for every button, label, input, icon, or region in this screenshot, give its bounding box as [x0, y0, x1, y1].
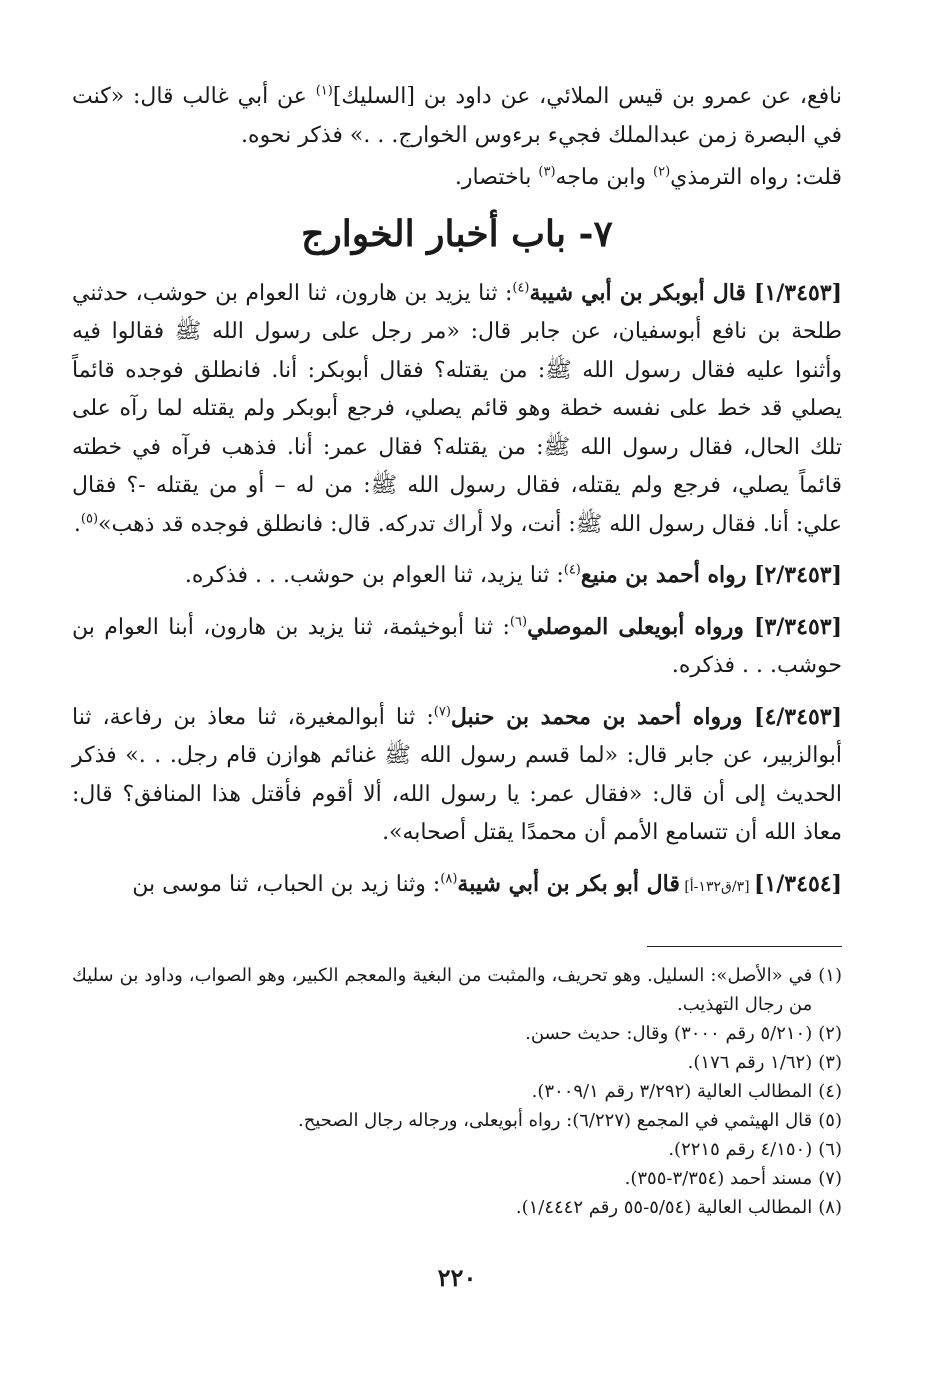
footnote — [72, 1019, 842, 1048]
entry-source: ورواه أبويعلى الموصلي — [527, 613, 755, 640]
footnote-ref: (٦) — [509, 614, 528, 630]
footnote-number: (٢) — [818, 1023, 842, 1044]
footnote-ref: (٤) — [563, 562, 581, 578]
book-page — [72, 78, 842, 1375]
footnote-text: قال الهيثمي في المجمع (٦/٢٢٧): رواه أبويعلى، ورجاله رجال الصحيح. — [297, 1110, 813, 1131]
footnote-text: المطالب العالية (٥/٥٤-٥٥ رقم ١/٤٤٤٢). — [515, 1197, 813, 1218]
chapter-heading: ٧- باب أخبار الخوارج — [301, 212, 613, 255]
footnote-divider — [647, 946, 842, 947]
manuscript-code: [٣/ق١٣٢-أ] — [679, 878, 755, 895]
footnote — [72, 961, 842, 1019]
footnote — [72, 1106, 842, 1135]
hadith-entry — [72, 698, 842, 853]
footnote-ref: (٢) — [653, 164, 671, 180]
intro-text: نافع، عن عمرو بن قيس الملائي، عن داود بن [السليك] — [332, 84, 843, 109]
note-text: وابن ماجه — [555, 165, 654, 190]
footnote-text: في «الأصل»: السليل. وهو تحريف، والمثبت من البغية والمعجم الكبير، وهو الصواب، وداود بن سليك من رجال التهذيب. — [72, 965, 813, 1015]
footnote-ref: (٤) — [512, 280, 530, 296]
footnote-ref: (٥) — [80, 511, 99, 527]
footnote — [72, 1164, 842, 1193]
note-text: قلت: رواه الترمذي — [670, 165, 842, 190]
entry-ref: [٢/٣٤٥٣] — [754, 562, 842, 588]
footnote-number: (٥) — [818, 1110, 842, 1131]
entry-end: . — [73, 511, 81, 537]
entry-source: قال أبوبكر بن أبي شيبة — [529, 279, 755, 306]
footnote-number: (٨) — [818, 1197, 842, 1218]
footnote — [72, 1193, 842, 1222]
hadith-entry — [72, 274, 842, 545]
footnote-number: (٣) — [818, 1052, 842, 1073]
entry-source: قال أبو بكر بن أبي شيبة — [457, 870, 680, 897]
entry-ref: [١/٣٤٥٤] — [754, 870, 842, 897]
footnote-ref: (٣) — [538, 164, 556, 180]
hadith-entry — [72, 556, 842, 596]
footnote-text: (٤/١٥٠ رقم ٢٢١٥). — [668, 1139, 813, 1160]
footnote-number: (٧) — [818, 1168, 842, 1189]
footnote-ref: (٨) — [440, 871, 458, 887]
footnote-ref: (١) — [315, 83, 333, 99]
footnote — [72, 1077, 842, 1106]
footnote — [72, 1135, 842, 1164]
entry-text: : ثنا أبوالمغيرة، ثنا معاذ بن رفاعة، ثنا أبوالزبير، عن جابر قال: «لما قسم رسول الله ﷺ غنائم هوازن قام رجل. . .» فذكر الحديث إلى أن قال: «فقال عمر: يا رسول الله، ألا أقوم فأقتل هذا المنافق؟ قال: معاذ الله أن تتسامع الأمم أن محمدًا يقتل أصحابه». — [72, 704, 842, 845]
entry-text: : ثنا أبوخيثمة، ثنا يزيد بن هارون، أبنا العوام بن حوشب. . . فذكره. — [72, 614, 842, 678]
entry-ref: [١/٣٤٥٣] — [754, 279, 842, 306]
note-text: باختصار. — [454, 165, 539, 190]
footnote — [72, 1048, 842, 1077]
intro-paragraph — [72, 78, 842, 155]
entry-source: رواه أحمد بن منيع — [580, 562, 755, 588]
note-paragraph — [72, 159, 842, 198]
hadith-entry — [72, 865, 842, 907]
footnotes-section — [72, 961, 842, 1222]
entry-source: ورواه أحمد بن محمد بن حنبل — [450, 703, 755, 730]
footnote-number: (١) — [818, 965, 842, 986]
page-number: ٢٢٠ — [437, 1263, 477, 1292]
footnote-ref: (٧) — [433, 704, 451, 720]
footnote-text: المطالب العالية (٣/٢٩٢ رقم ٣٠٠٩/١). — [531, 1081, 813, 1102]
footnote-text: مسند أحمد (٣/٣٥٤-٣٥٥). — [624, 1168, 813, 1189]
entry-ref: [٤/٣٤٥٣] — [754, 703, 842, 730]
entry-ref: [٣/٣٤٥٣] — [754, 613, 842, 640]
entry-text: : ثنا يزيد بن هارون، ثنا العوام بن حوشب، حدثني طلحة بن نافع أبوسفيان، عن جابر قال: «مر رجل على رسول الله ﷺ فقالوا فيه وأثنوا عليه فقال رسول الله ﷺ: من يقتله؟ فقال أبوبكر: أنا. فانطلق فوجده قائماً يصلي قد خط على نفسه خطة وهو قائم يصلي، فرجع أبوبكر ولم يقتله لما رآه على تلك الحال، فقال رسول الله ﷺ: من يقتله؟ فقال عمر: أنا. فذهب فرآه في خطته قائماً يصلي، فرجع ولم يقتله، فقال رسول الله ﷺ: من له – أو من يقتله -؟ فقال علي: أنا. فقال رسول الله ﷺ: أنت، ولا أراك تدركه. قال: فانطلق فوجده قد ذهب» — [72, 280, 843, 537]
hadith-entry — [72, 608, 842, 686]
footnote-text: (٥/٢١٠ رقم ٣٠٠٠) وقال: حديث حسن. — [525, 1023, 813, 1044]
footnote-number: (٦) — [818, 1139, 842, 1160]
entry-text: : ثنا يزيد، ثنا العوام بن حوشب. . . فذكره. — [184, 563, 564, 588]
intro-text-rest: عن أبي غالب قال: «كنت في البصرة زمن عبدالملك فجيء برءوس الخوارج. . .» فذكر نحوه. — [72, 84, 842, 148]
entry-text: : وثنا زيد بن الحباب، ثنا موسى بن — [132, 871, 441, 897]
footnote-text: (١/٦٢ رقم ١٧٦). — [687, 1052, 813, 1073]
footnote-number: (٤) — [818, 1081, 842, 1102]
